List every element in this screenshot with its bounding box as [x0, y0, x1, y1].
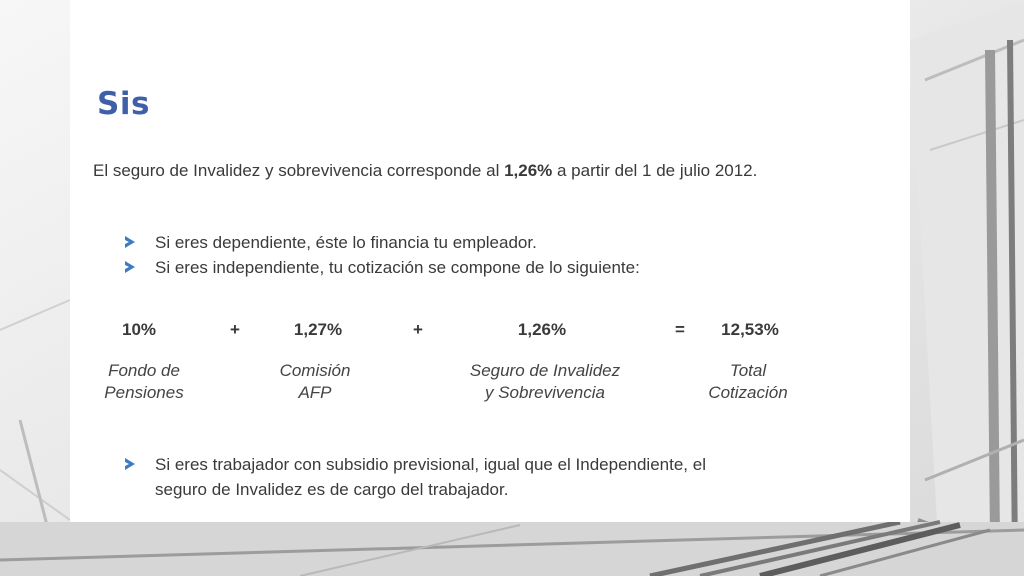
bottom-bullet-text-1: Si eres trabajador con subsidio previsional, igual que el Independiente, el — [155, 455, 706, 474]
bottom-bullet-text-2: seguro de Invalidez es de cargo del trabajador. — [155, 480, 509, 499]
seguro-label-line1: Seguro de Invalidez — [469, 361, 621, 380]
contribution-formula — [0, 320, 1024, 410]
fondo-value: 10% — [121, 320, 157, 339]
bullet-list — [125, 230, 640, 280]
comision-label — [280, 360, 351, 404]
seguro-label — [470, 360, 620, 404]
comision-value: 1,27% — [293, 320, 343, 339]
bottom-bullet — [125, 452, 805, 502]
arrow-bullet-icon — [125, 236, 135, 248]
fondo-label — [104, 360, 183, 404]
total-value: 12,53% — [721, 320, 779, 339]
intro-percentage: 1,26% — [504, 161, 553, 180]
plus-sign: + — [230, 320, 240, 339]
arrow-bullet-icon — [125, 458, 135, 470]
fondo-label-line2: Pensiones — [104, 383, 184, 402]
intro-text-before: El seguro de Invalidez y sobrevivencia corresponde al — [93, 161, 505, 180]
intro-text-after: a partir del 1 de julio 2012. — [552, 161, 758, 180]
equals-sign: = — [675, 320, 685, 339]
seguro-value: 1,26% — [517, 320, 567, 339]
fondo-label-line1: Fondo de — [108, 361, 180, 380]
bottom-bullet-line1 — [125, 452, 805, 477]
total-label-line1: Total — [729, 361, 767, 380]
bullet-item — [125, 255, 640, 280]
bullet-text: Si eres dependiente, éste lo financia tu empleador. — [155, 233, 537, 252]
slide-title: Sis — [97, 86, 150, 122]
bottom-bullet-line2 — [125, 477, 805, 502]
comision-label-line2: AFP — [298, 383, 332, 402]
comision-label-line1: Comisión — [279, 361, 351, 380]
intro-paragraph — [93, 158, 815, 183]
total-label — [708, 360, 787, 404]
plus-sign: + — [413, 320, 423, 339]
bullet-item — [125, 230, 640, 255]
bullet-text: Si eres independiente, tu cotización se compone de lo siguiente: — [155, 258, 640, 277]
seguro-label-line2: y Sobrevivencia — [484, 383, 605, 402]
total-label-line2: Cotización — [708, 383, 788, 402]
arrow-bullet-icon — [125, 261, 135, 273]
